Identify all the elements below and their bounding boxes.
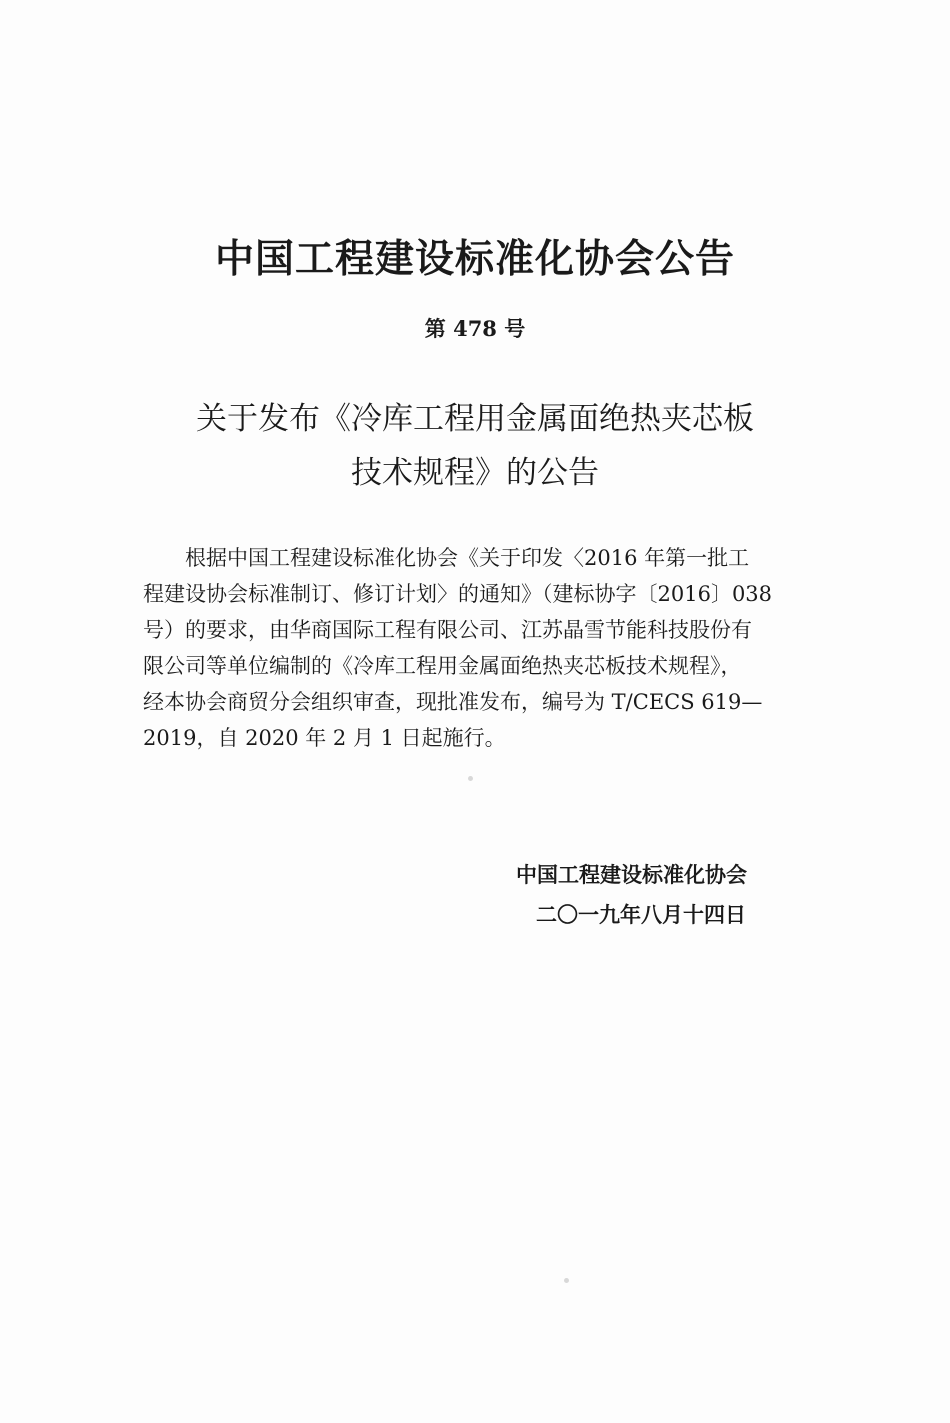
signature-block — [516, 855, 747, 935]
announcement-subject — [0, 392, 950, 500]
issuer-name: 中国工程建设标准化协会 — [516, 863, 747, 887]
organization-title: 中国工程建设标准化协会公告 — [214, 237, 735, 282]
announcement-body — [143, 540, 843, 756]
body-line: 2019，自 2020 年 2 月 1 日起施行。 — [143, 726, 506, 750]
body-line: 限公司等单位编制的《冷库工程用金属面绝热夹芯板技术规程》， — [143, 654, 742, 678]
announcement-number: 第 478 号 — [424, 316, 526, 341]
subject-line: 技术规程》的公告 — [351, 455, 599, 491]
body-line: 经本协会商贸分会组织审查，现批准发布，编号为 T/CECS 619— — [143, 690, 763, 714]
body-line: 程建设协会标准制订、修订计划〉的通知》（建标协字〔2016〕038 — [143, 582, 773, 606]
body-line: 号）的要求，由华商国际工程有限公司、江苏晶雪节能科技股份有 — [143, 618, 752, 642]
scan-speck — [564, 1278, 569, 1283]
body-line: 根据中国工程建设标准化协会《关于印发〈2016 年第一批工 — [185, 546, 750, 570]
scan-speck — [468, 776, 473, 781]
subject-line: 关于发布《冷库工程用金属面绝热夹芯板 — [196, 401, 754, 437]
issue-date: 二〇一九年八月十四日 — [536, 903, 746, 927]
